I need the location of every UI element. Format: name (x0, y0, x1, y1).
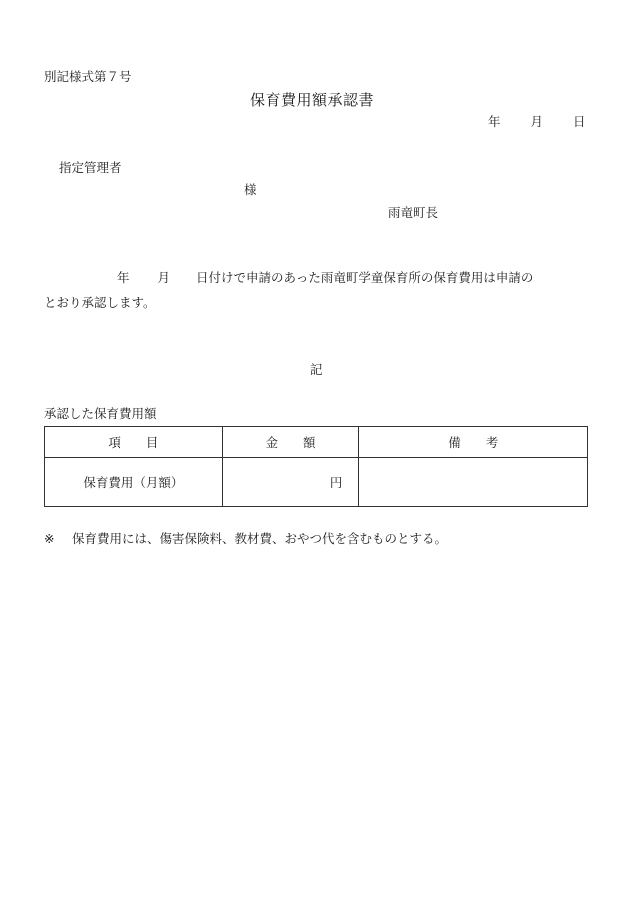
recipient-honorific: 様 (244, 182, 257, 197)
date-month: 月 (530, 114, 544, 129)
body-line1-text: 日付けで申請のあった雨竜町学童保育所の保育費用は申請の (196, 270, 534, 285)
table-row (45, 458, 588, 507)
table-header-row (45, 427, 588, 458)
cell-remarks (359, 458, 588, 507)
document-title: 保育費用額承認書 (250, 91, 375, 109)
header-item: 項 目 (45, 427, 223, 458)
table-caption: 承認した保育費用額 (44, 406, 157, 421)
body-year: 年 (117, 270, 130, 285)
body-line-2: とおり承認します。 (44, 295, 156, 310)
form-number: 別記様式第７号 (44, 69, 132, 84)
issuer: 雨竜町長 (388, 205, 439, 220)
footnote (44, 533, 447, 546)
header-remarks: 備 考 (359, 427, 588, 458)
header-amount: 金 額 (222, 427, 359, 458)
recipient-org: 指定管理者 (59, 160, 122, 175)
note-text: 保育費用には、傷害保険料、教材費、おやつ代を含むものとする。 (72, 531, 448, 546)
ki-heading: 記 (310, 362, 323, 377)
date-day: 日 (573, 114, 586, 129)
approval-table (44, 426, 588, 507)
date-year: 年 (488, 114, 501, 129)
body-line-1 (117, 272, 533, 285)
note-mark: ※ (44, 531, 55, 546)
cell-amount: 円 (222, 458, 359, 507)
cell-item: 保育費用（月額） (45, 458, 223, 507)
date-line (488, 116, 586, 129)
body-month: 月 (157, 270, 171, 285)
